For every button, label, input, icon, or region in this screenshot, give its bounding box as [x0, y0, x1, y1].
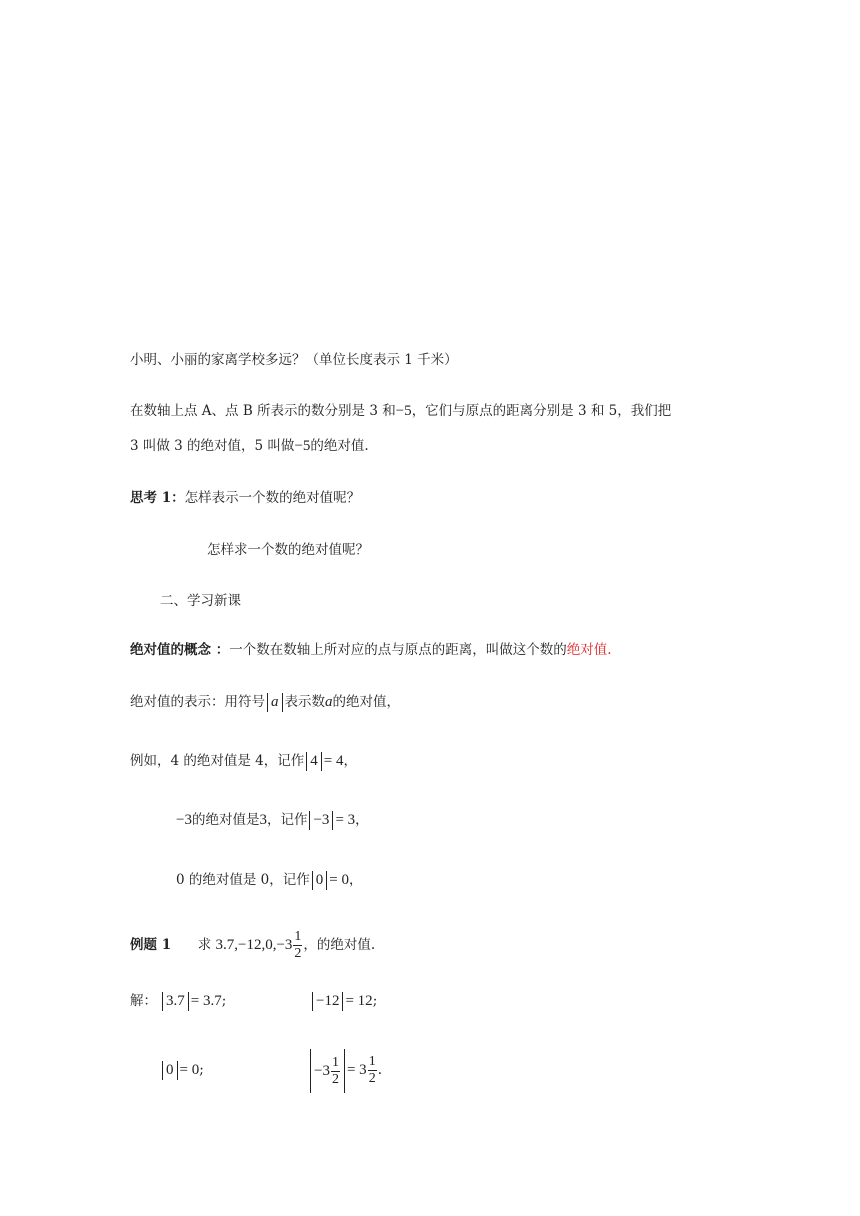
abs-expr: 4: [306, 752, 322, 771]
ex-rhs: = 0: [329, 872, 349, 888]
sol-rhs: = 3: [346, 1062, 367, 1078]
ex-rhs: = 4: [323, 753, 344, 769]
notation-text: 绝对值的表示：用符号: [130, 694, 265, 710]
sol-rhs: = 12: [345, 993, 373, 1009]
ex-text: 例如，4 的绝对值是 4，记作: [130, 753, 305, 769]
solution-3: [160, 1060, 204, 1080]
ex-end: ，: [343, 753, 357, 769]
fraction-half: [368, 1054, 377, 1087]
concept-label: 绝对值的概念 ：: [130, 642, 230, 658]
intro-line-2: [130, 436, 369, 456]
notation-line: [130, 692, 400, 712]
sol-end: ;: [221, 993, 227, 1009]
example-text: ，的绝对值.: [303, 937, 376, 953]
intro-text: 的绝对值.: [310, 438, 369, 454]
sol-rhs: = 0: [179, 1062, 200, 1078]
math-neg5: −5: [294, 438, 311, 454]
abs-expr: 0: [312, 871, 328, 890]
solution-2: [310, 991, 377, 1011]
think-label: 思考 1：: [130, 490, 185, 506]
concept-text: 一个数在数轴上所对应的点与原点的距离，叫做这个数的: [229, 642, 567, 658]
ex-end: ，: [355, 812, 369, 828]
fraction-numerator: 1: [331, 1054, 339, 1070]
abs-mixed-number: [310, 1049, 345, 1093]
sol-end: .: [377, 1062, 382, 1078]
intro-text: 在数轴上点 A、点 B 所表示的数分别是 3 和: [130, 403, 396, 419]
fraction-half: [293, 929, 302, 962]
math-neg3: −3: [176, 812, 192, 828]
mixed-whole: −3: [314, 1062, 330, 1079]
sol-end: ;: [199, 1062, 204, 1078]
example-line-1: [130, 751, 357, 771]
ex-text: 0 的绝对值是 0，记作: [176, 872, 310, 888]
solution-label: 解：: [130, 993, 157, 1009]
fraction-numerator: 1: [368, 1054, 376, 1069]
abs-expr: −3: [309, 811, 333, 830]
intro-line-1: [130, 401, 671, 421]
worked-example: [130, 925, 375, 965]
fraction-numerator: 1: [294, 929, 302, 944]
example-line-3: [176, 870, 362, 890]
concept-highlight: 绝对值: [566, 642, 608, 658]
math-3: 3: [259, 812, 267, 828]
think-line: [130, 488, 360, 508]
abs-a-symbol: a: [267, 693, 283, 712]
notation-text: 表示数: [284, 694, 325, 710]
fraction-denominator: 2: [294, 946, 302, 961]
example-numbers: 3.7,−12,0,−3: [215, 937, 293, 953]
abs-expr: 0: [162, 1061, 178, 1080]
intro-text: 3 叫做 3 的绝对值，5 叫做: [130, 438, 295, 454]
concept-line: [130, 640, 612, 660]
solution-1: [160, 991, 226, 1011]
question-line: 小明、小丽的家离学校多远？（单位长度表示 1 千米）: [130, 352, 458, 368]
ex-text: ，记作: [266, 812, 308, 828]
section-title: 二、学习新课: [160, 593, 241, 609]
fraction-denominator: 2: [331, 1071, 339, 1087]
concept-end: .: [607, 642, 612, 658]
var-a: a: [325, 694, 333, 710]
example-text: 求: [197, 937, 212, 953]
fraction-denominator: 2: [368, 1071, 376, 1086]
abs-expr: −12: [312, 992, 343, 1011]
ex-rhs: = 3: [335, 812, 356, 828]
math-neg5: −5: [395, 403, 412, 419]
abs-expr: 3.7: [162, 992, 189, 1011]
sol-end: ;: [372, 993, 378, 1009]
sol-rhs: = 3.7: [190, 993, 222, 1009]
ex-end: ，: [348, 872, 363, 888]
fraction-half: [331, 1055, 340, 1088]
notation-text: 的绝对值，: [332, 694, 400, 710]
ex-text: 的绝对值是: [191, 812, 260, 828]
think-question-1: 怎样表示一个数的绝对值呢？: [184, 490, 361, 506]
solution-4: [308, 1048, 382, 1093]
example-line-2: [176, 810, 369, 830]
example-label: 例题 1: [130, 937, 172, 953]
think-question-2: 怎样求一个数的绝对值呢？: [207, 542, 369, 558]
intro-text: ，它们与原点的距离分别是 3 和 5，我们把: [411, 403, 672, 419]
